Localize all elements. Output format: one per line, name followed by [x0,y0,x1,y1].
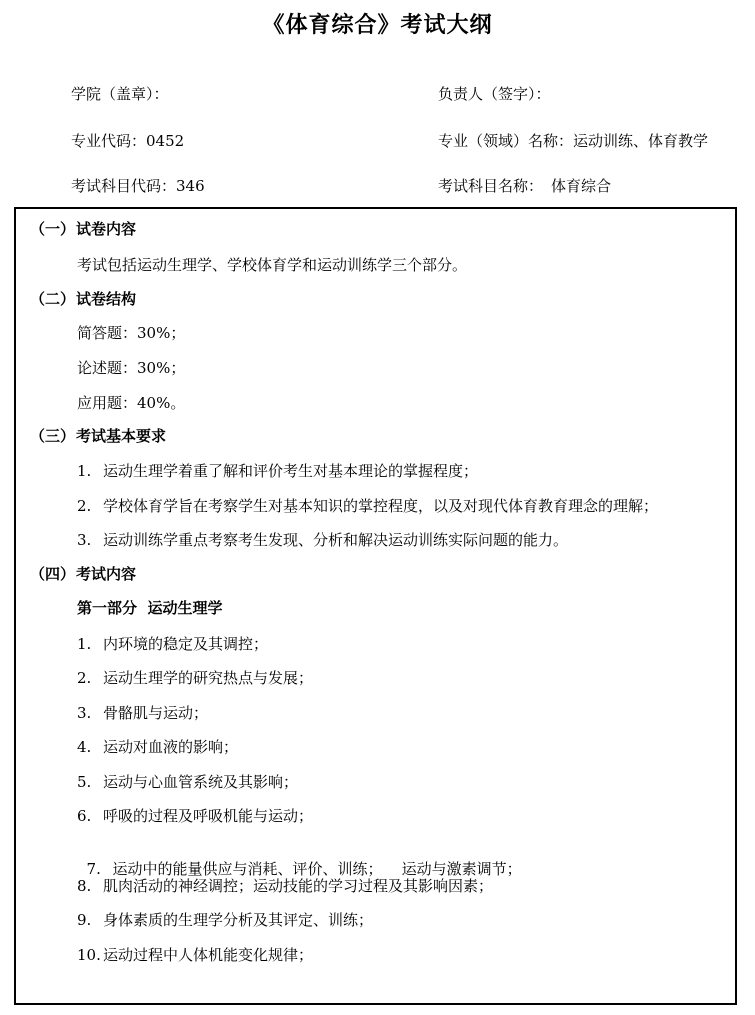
subject-name-label: 考试科目名称： [438,177,544,195]
section-title: 考试内容 [76,565,137,583]
subject-code-label: 考试科目代码： [71,177,177,195]
item-number: 1. [77,462,92,480]
section-number: （一） [30,220,76,238]
item-text: 内环境的稳定及其调控； [103,635,269,653]
list-item [77,944,313,965]
item-number: 2. [77,497,92,515]
item-text: 肌肉活动的神经调控；运动技能的学习过程及其影响因素； [103,877,494,895]
item-text: 运动对血液的影响； [103,738,239,756]
item-text: 运动过程中人体机能变化规律； [103,946,314,964]
section-heading-4 [30,563,136,584]
college-label: 学院（盖章）： [71,85,169,103]
item-text: 学校体育学旨在考察学生对基本知识的掌控程度，以及对现代体育教育理念的理解； [103,497,659,515]
list-item [77,633,268,654]
major-code-value: 0452 [146,132,185,150]
item-text: 运动生理学的研究热点与发展； [103,669,314,687]
subject-code-field [71,175,205,196]
list-item: 应用题：40%。 [77,394,186,412]
list-item [77,460,478,481]
list-item [77,771,298,792]
item-text: 运动生理学着重了解和评价考生对基本理论的掌握程度； [103,462,479,480]
major-code-field [71,130,184,151]
list-item [77,702,208,723]
major-name-field [438,130,708,151]
section-heading-1 [30,218,136,239]
subject-code-value: 346 [176,177,205,195]
item-text: 呼吸的过程及呼吸机能与运动； [103,807,314,825]
list-item [77,909,373,930]
responsible-field [438,83,551,104]
subject-name-value: 体育综合 [551,177,612,195]
list-item [77,667,313,688]
section-number: （三） [30,427,76,445]
list-item [77,495,658,516]
list-item [77,529,568,550]
document-title: 《体育综合》考试大纲 [262,12,493,38]
item-number: 9. [77,911,92,929]
part-title: 第一部分 运动生理学 [77,599,223,617]
item-number: 2. [77,669,92,687]
major-name-label: 专业（领域）名称： [438,132,574,150]
section-title: 试卷结构 [76,290,137,308]
item-text: 运动训练学重点考察考生发现、分析和解决运动训练实际问题的能力。 [103,531,569,549]
major-name-value: 运动训练、体育教学 [573,132,709,150]
responsible-label: 负责人（签字）： [438,85,551,103]
item-number: 1. [77,635,92,653]
section-number: （四） [30,565,76,583]
item-number: 5. [77,773,92,791]
section-title: 试卷内容 [76,220,137,238]
college-field [71,83,169,104]
item-text: 运动与心血管系统及其影响； [103,773,299,791]
item-number: 3. [77,531,92,549]
item-number: 4. [77,738,92,756]
item-number: 6. [77,807,92,825]
list-item [77,805,313,826]
list-item: 简答题：30%； [77,324,186,342]
list-item [77,840,522,879]
item-text: 骨骼肌与运动； [103,704,209,722]
item-text: 身体素质的生理学分析及其评定、训练； [103,911,374,929]
item-number: 8. [77,877,92,895]
item-text: 运动中的能量供应与消耗、评价、训练； 运动与激素调节； [112,860,522,878]
subject-name-field [438,175,611,196]
item-number: 7. [86,860,101,878]
list-item: 论述题：30%； [77,359,186,377]
item-number: 3. [77,704,92,722]
section-title: 考试基本要求 [76,427,167,445]
item-number: 10. [77,946,101,964]
section-heading-2 [30,288,136,309]
major-code-label: 专业代码： [71,132,147,150]
section-heading-3 [30,425,166,446]
list-item [77,736,238,757]
section-number: （二） [30,290,76,308]
section-1-text: 考试包括运动生理学、学校体育学和运动训练学三个部分。 [77,256,468,274]
list-item [77,875,493,896]
